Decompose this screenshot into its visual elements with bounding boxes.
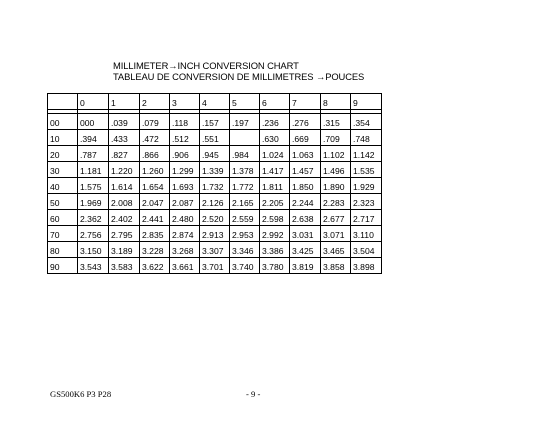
value-cell: .827 — [109, 146, 140, 162]
row-label-cell: 80 — [48, 242, 78, 258]
column-header-cell: 1 — [109, 94, 140, 110]
value-cell: .157 — [200, 114, 230, 130]
value-cell: .551 — [200, 130, 230, 146]
value-cell: 3.661 — [170, 258, 200, 274]
value-cell: 3.307 — [200, 242, 230, 258]
table-row — [48, 146, 382, 162]
value-cell: 3.898 — [351, 258, 382, 274]
value-cell: 2.756 — [78, 226, 109, 242]
value-cell: 2.480 — [170, 210, 200, 226]
value-cell: 3.780 — [260, 258, 290, 274]
value-cell: 3.228 — [140, 242, 170, 258]
value-cell: 3.858 — [321, 258, 351, 274]
conversion-table — [47, 93, 382, 274]
value-cell: 1.575 — [78, 178, 109, 194]
value-cell: .906 — [170, 146, 200, 162]
value-cell — [230, 130, 260, 146]
value-cell: 3.465 — [321, 242, 351, 258]
value-cell: .866 — [140, 146, 170, 162]
value-cell: 3.346 — [230, 242, 260, 258]
value-cell: 1.772 — [230, 178, 260, 194]
value-cell: 3.740 — [230, 258, 260, 274]
value-cell: 3.189 — [109, 242, 140, 258]
chart-title-english: MILLIMETER→INCH CONVERSION CHART — [113, 60, 299, 71]
column-header-cell: 5 — [230, 94, 260, 110]
value-cell: 1.969 — [78, 194, 109, 210]
table-row — [48, 210, 382, 226]
column-header-cell: 0 — [78, 94, 109, 110]
value-cell: .276 — [290, 114, 321, 130]
row-label-cell: 90 — [48, 258, 78, 274]
value-cell: 1.890 — [321, 178, 351, 194]
value-cell: 3.071 — [321, 226, 351, 242]
value-cell: 1.102 — [321, 146, 351, 162]
value-cell: 2.008 — [109, 194, 140, 210]
value-cell: 1.496 — [321, 162, 351, 178]
column-header-cell: 3 — [170, 94, 200, 110]
value-cell: .630 — [260, 130, 290, 146]
value-cell: 2.047 — [140, 194, 170, 210]
value-cell: 2.520 — [200, 210, 230, 226]
value-cell: 3.110 — [351, 226, 382, 242]
value-cell: 1.220 — [109, 162, 140, 178]
value-cell: .748 — [351, 130, 382, 146]
value-cell: .197 — [230, 114, 260, 130]
row-label-cell: 40 — [48, 178, 78, 194]
value-cell: 1.063 — [290, 146, 321, 162]
value-cell: 2.126 — [200, 194, 230, 210]
table-row — [48, 242, 382, 258]
value-cell: .472 — [140, 130, 170, 146]
value-cell: .787 — [78, 146, 109, 162]
value-cell: 1.181 — [78, 162, 109, 178]
table-row — [48, 194, 382, 210]
value-cell: 3.268 — [170, 242, 200, 258]
value-cell: .118 — [170, 114, 200, 130]
value-cell: 1.693 — [170, 178, 200, 194]
column-header-cell: 8 — [321, 94, 351, 110]
table-row — [48, 258, 382, 274]
page-number: - 9 - — [246, 389, 261, 399]
row-label-cell: 00 — [48, 114, 78, 130]
chart-title-french: TABLEAU DE CONVERSION DE MILLIMETRES →POUCES — [113, 71, 365, 82]
value-cell: 3.622 — [140, 258, 170, 274]
value-cell: 1.142 — [351, 146, 382, 162]
value-cell: 1.417 — [260, 162, 290, 178]
row-label-cell: 70 — [48, 226, 78, 242]
value-cell: 3.150 — [78, 242, 109, 258]
value-cell: 000 — [78, 114, 109, 130]
value-cell: 2.165 — [230, 194, 260, 210]
value-cell: 1.457 — [290, 162, 321, 178]
value-cell: 2.205 — [260, 194, 290, 210]
value-cell: 1.339 — [200, 162, 230, 178]
value-cell: .236 — [260, 114, 290, 130]
value-cell: 3.386 — [260, 242, 290, 258]
column-header-cell: 2 — [140, 94, 170, 110]
value-cell: .984 — [230, 146, 260, 162]
value-cell: 2.244 — [290, 194, 321, 210]
value-cell: 3.504 — [351, 242, 382, 258]
value-cell: 3.543 — [78, 258, 109, 274]
column-header-cell: 4 — [200, 94, 230, 110]
row-label-cell: 60 — [48, 210, 78, 226]
value-cell: 2.598 — [260, 210, 290, 226]
value-cell: 2.402 — [109, 210, 140, 226]
value-cell: 1.260 — [140, 162, 170, 178]
value-cell: 2.717 — [351, 210, 382, 226]
value-cell: 1.378 — [230, 162, 260, 178]
row-label-cell: 20 — [48, 146, 78, 162]
value-cell: .669 — [290, 130, 321, 146]
table-row — [48, 226, 382, 242]
value-cell: 2.559 — [230, 210, 260, 226]
value-cell: .394 — [78, 130, 109, 146]
value-cell: 3.031 — [290, 226, 321, 242]
value-cell: 2.913 — [200, 226, 230, 242]
header-row — [48, 94, 382, 110]
value-cell: 3.425 — [290, 242, 321, 258]
value-cell: 2.638 — [290, 210, 321, 226]
value-cell: 1.299 — [170, 162, 200, 178]
value-cell: 1.732 — [200, 178, 230, 194]
table-row — [48, 114, 382, 130]
column-header-cell: 6 — [260, 94, 290, 110]
value-cell: 2.953 — [230, 226, 260, 242]
value-cell: 1.654 — [140, 178, 170, 194]
value-cell: 2.323 — [351, 194, 382, 210]
column-header-cell: 9 — [351, 94, 382, 110]
value-cell: .433 — [109, 130, 140, 146]
value-cell: 1.929 — [351, 178, 382, 194]
value-cell: 2.874 — [170, 226, 200, 242]
value-cell: 1.024 — [260, 146, 290, 162]
value-cell: 3.819 — [290, 258, 321, 274]
value-cell: 2.441 — [140, 210, 170, 226]
value-cell: 2.283 — [321, 194, 351, 210]
row-label-cell: 10 — [48, 130, 78, 146]
value-cell: .039 — [109, 114, 140, 130]
value-cell: .079 — [140, 114, 170, 130]
value-cell: 1.535 — [351, 162, 382, 178]
value-cell: .709 — [321, 130, 351, 146]
value-cell: 2.992 — [260, 226, 290, 242]
value-cell: .354 — [351, 114, 382, 130]
value-cell: .512 — [170, 130, 200, 146]
row-label-cell: 30 — [48, 162, 78, 178]
table-row — [48, 162, 382, 178]
value-cell: .945 — [200, 146, 230, 162]
value-cell: 1.850 — [290, 178, 321, 194]
value-cell: 2.362 — [78, 210, 109, 226]
value-cell: 2.677 — [321, 210, 351, 226]
table-row — [48, 178, 382, 194]
value-cell: 2.835 — [140, 226, 170, 242]
table-row — [48, 130, 382, 146]
value-cell: 3.583 — [109, 258, 140, 274]
value-cell: 1.614 — [109, 178, 140, 194]
row-label-cell: 50 — [48, 194, 78, 210]
value-cell: 3.701 — [200, 258, 230, 274]
value-cell: .315 — [321, 114, 351, 130]
header-corner-cell — [48, 94, 78, 110]
document-code: GS500K6 P3 P28 — [50, 389, 112, 399]
value-cell: 2.087 — [170, 194, 200, 210]
value-cell: 1.811 — [260, 178, 290, 194]
chart-title — [113, 60, 364, 82]
conversion-table-body — [48, 94, 382, 274]
value-cell: 2.795 — [109, 226, 140, 242]
column-header-cell: 7 — [290, 94, 321, 110]
